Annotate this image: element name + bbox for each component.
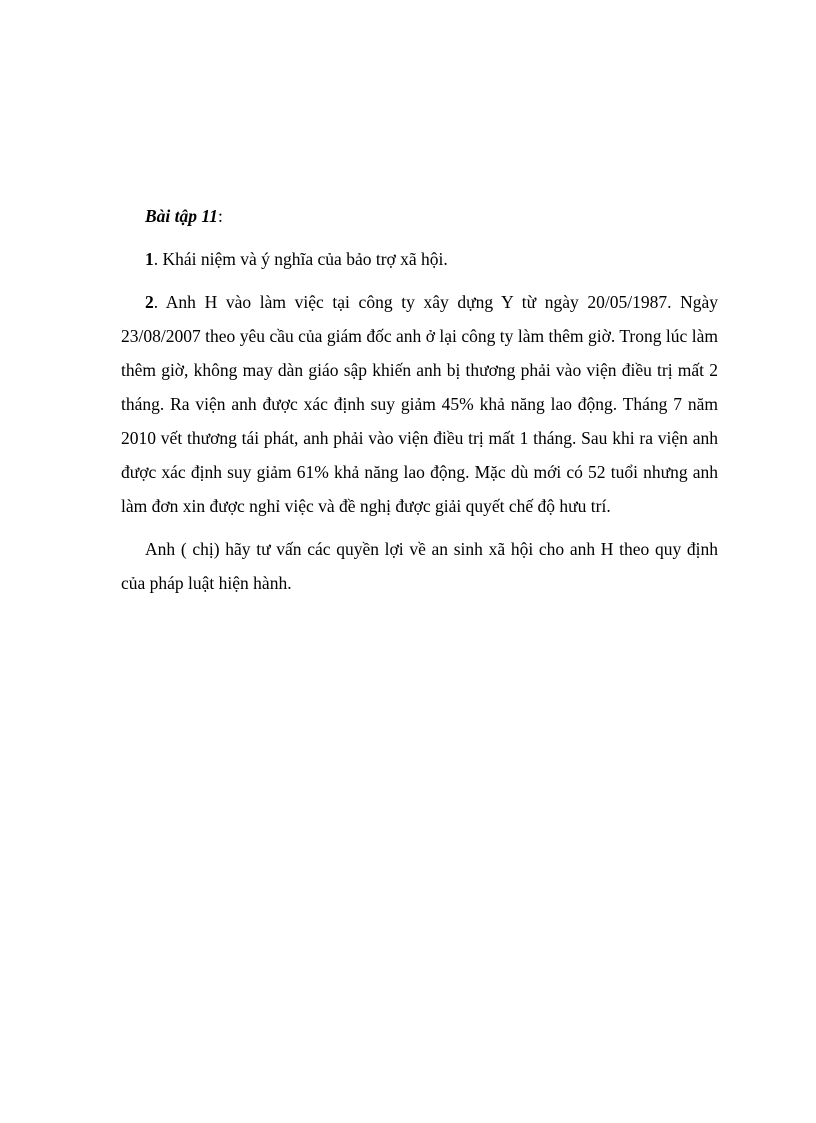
- exercise-title-colon: :: [217, 206, 223, 226]
- question-text: Anh ( chị) hãy tư vấn các quyền lợi về an sinh xã hội cho anh H theo quy định của pháp luật hiện hành.: [121, 539, 718, 593]
- exercise-title: Bài tập 11: [145, 206, 218, 226]
- item-2-text: . Anh H vào làm việc tại công ty xây dựng Y từ ngày 20/05/1987. Ngày 23/08/2007 theo yêu cầu của giám đốc anh ở lại công ty làm thêm giờ. Trong lúc làm thêm giờ, không may dàn giáo sập khiến anh bị thương phải vào viện điều trị mất 2 tháng. Ra viện anh được xác định suy giảm 45% khả năng lao động. Tháng 7 năm 2010 vết thương tái phát, anh phải vào viện điều trị mất 1 tháng. Sau khi ra viện anh được xác định suy giảm 61% khả năng lao động. Mặc dù mới có 52 tuổi nhưng anh làm đơn xin được nghỉ việc và đề nghị được giải quyết chế độ hưu trí.: [121, 292, 718, 516]
- question-paragraph: [121, 532, 718, 600]
- exercise-heading: [145, 204, 718, 229]
- item-1-text: . Khái niệm và ý nghĩa của bảo trợ xã hội.: [153, 249, 448, 269]
- document-content: [121, 204, 718, 609]
- item-1: [121, 242, 718, 276]
- item-1-number: 1: [145, 249, 154, 269]
- item-2: [121, 285, 718, 523]
- item-2-number: 2: [145, 292, 154, 312]
